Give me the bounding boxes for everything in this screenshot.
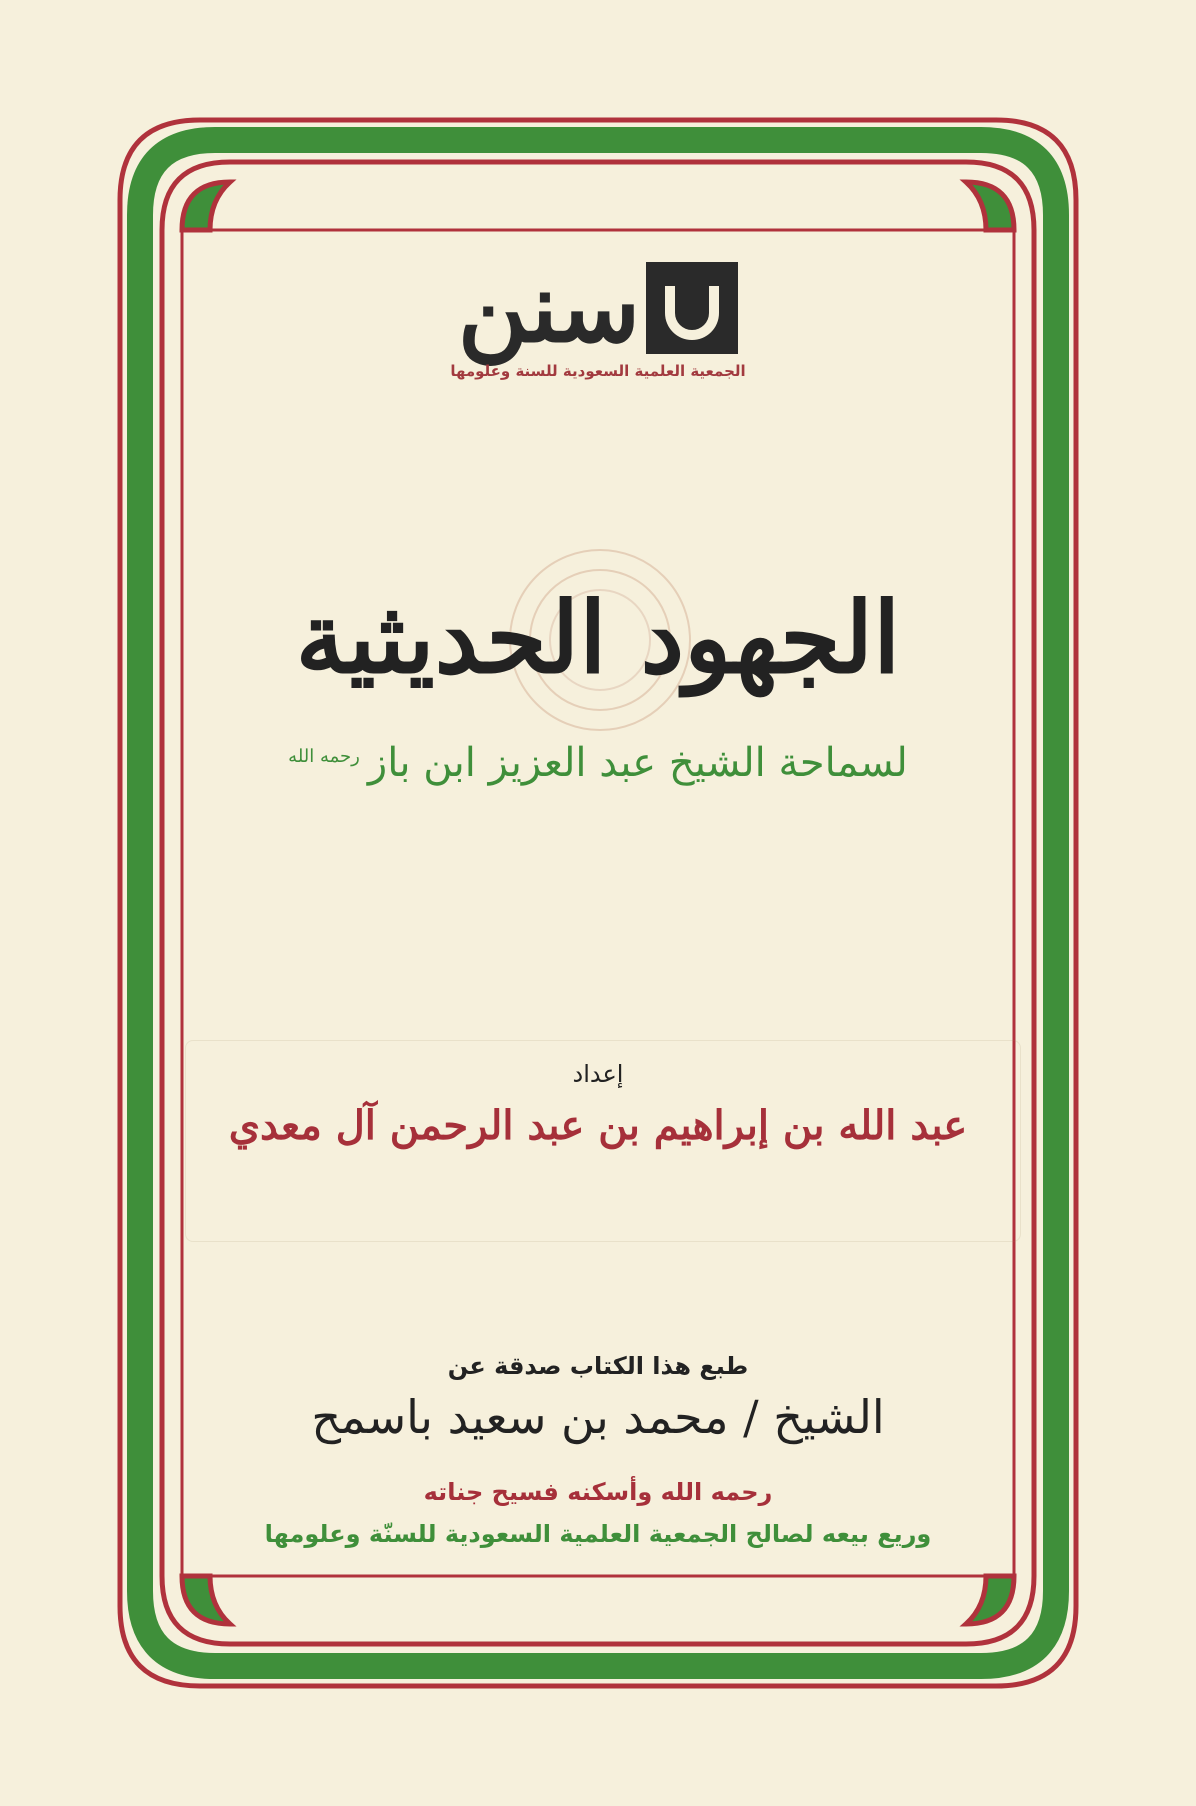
prayer-line: رحمه الله وأسكنه فسيح جناته — [423, 1478, 773, 1506]
honorific: رحمه الله — [288, 745, 360, 767]
subject-line — [190, 740, 1006, 786]
logo-mark-icon — [646, 262, 738, 354]
donor-name: الشيخ / محمد بن سعيد باسمح — [311, 1390, 885, 1444]
proceeds-note: وريع بيعه لصالح الجمعية العلمية السعودية للسنّة وعلومها — [264, 1520, 932, 1548]
subject-text: لسماحة الشيخ عبد العزيز ابن باز — [367, 740, 908, 786]
logo-caption: الجمعية العلمية السعودية للسنة وعلومها — [450, 362, 746, 380]
prepared-by-label: إعداد — [572, 1060, 624, 1088]
title-page — [190, 240, 1006, 1600]
society-logo — [190, 251, 1006, 380]
book-title: الجهود الحديثية — [295, 581, 901, 696]
charity-print-note: طبع هذا الكتاب صدقة عن — [447, 1352, 749, 1380]
author-name: عبد الله بن إبراهيم بن عبد الرحمن آل معدي — [228, 1102, 968, 1149]
logo-letters: سنن — [457, 251, 641, 364]
